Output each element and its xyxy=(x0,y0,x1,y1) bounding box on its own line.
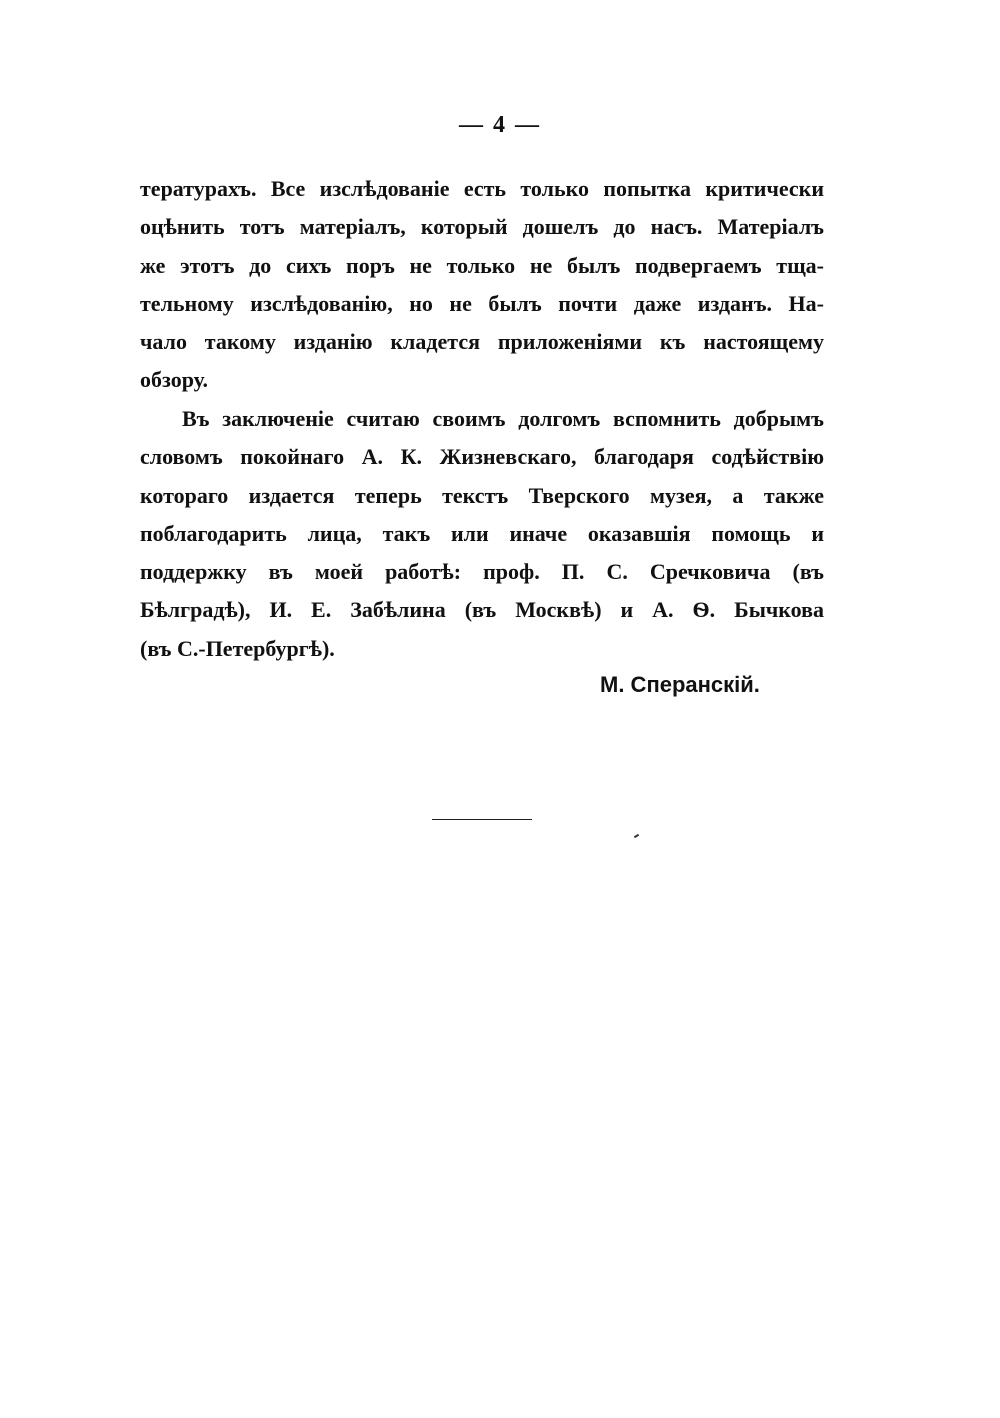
paragraph-2-line: Бѣлградѣ), И. Е. Забѣлина (въ Москвѣ) и А. Ѳ. Бычкова xyxy=(140,597,824,623)
print-speck xyxy=(634,834,639,838)
paragraph-2-line: (въ С.-Петербургѣ). xyxy=(140,635,335,661)
paragraph-2-line: поддержку въ моей работѣ: проф. П. С. Сречковича (въ xyxy=(140,559,824,585)
paragraph-1-line: оцѣнить тотъ матеріалъ, который дошелъ до насъ. Матеріалъ xyxy=(140,214,824,240)
page-number: — 4 — xyxy=(459,112,541,138)
paragraph-2 xyxy=(140,400,824,668)
paragraph-1-line: чало такому изданію кладется приложеніями къ настоящему xyxy=(140,329,824,355)
paragraph-2-line: поблагодарить лица, такъ или иначе оказавшія помощь и xyxy=(140,520,824,546)
paragraph-2-line: котораго издается теперь текстъ Тверского музея, а также xyxy=(140,482,824,508)
paragraph-1-line: тературахъ. Все изслѣдованіе есть только попытка критически xyxy=(140,176,824,201)
paragraph-1-line: тельному изслѣдованію, но не былъ почти даже изданъ. На- xyxy=(140,290,824,316)
paragraph-1-line: же этотъ до сихъ поръ не только не былъ подвергаемъ тща- xyxy=(140,252,824,278)
section-divider xyxy=(432,819,532,820)
author-signature: М. Сперанскій. xyxy=(600,672,760,697)
paragraph-1 xyxy=(140,170,824,400)
paragraph-2-line: словомъ покойнаго А. К. Жизневскаго, благодаря содѣйствію xyxy=(140,444,824,470)
paragraph-2-line: Въ заключеніе считаю своимъ долгомъ вспомнить добрымъ xyxy=(182,406,824,431)
paragraph-1-line: обзору. xyxy=(140,367,208,393)
